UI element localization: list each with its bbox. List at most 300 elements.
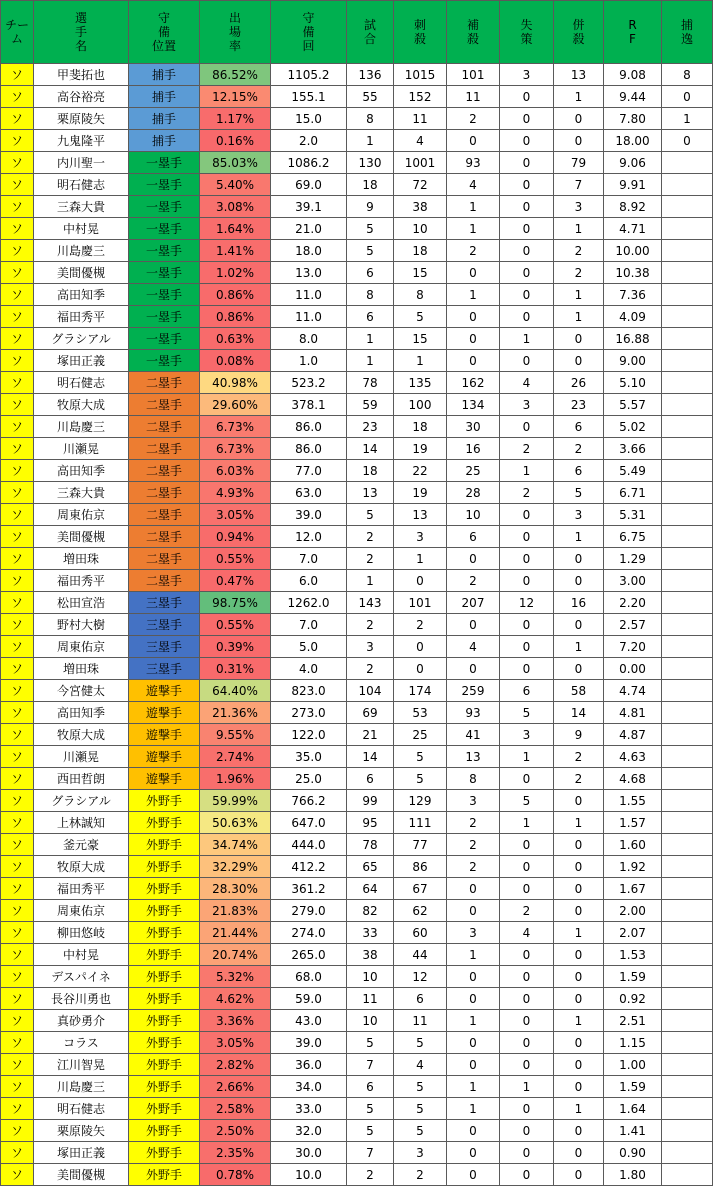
- team-cell: ソ: [1, 570, 34, 592]
- games-cell: 5: [347, 1032, 394, 1054]
- games-cell: 5: [347, 1098, 394, 1120]
- passed-balls-cell: [662, 350, 713, 372]
- player-name-cell: 川島慶三: [34, 1076, 129, 1098]
- assists-cell: 101: [447, 64, 500, 86]
- range-factor-cell: 7.20: [604, 636, 662, 658]
- range-factor-cell: 9.00: [604, 350, 662, 372]
- team-cell: ソ: [1, 350, 34, 372]
- putouts-cell: 18: [394, 416, 447, 438]
- double-plays-cell: 14: [554, 702, 604, 724]
- games-cell: 6: [347, 1076, 394, 1098]
- player-name-cell: 塚田正義: [34, 350, 129, 372]
- player-name-cell: 周東佑京: [34, 504, 129, 526]
- games-cell: 14: [347, 746, 394, 768]
- errors-cell: 0: [500, 988, 554, 1010]
- errors-cell: 2: [500, 900, 554, 922]
- innings-cell: 25.0: [271, 768, 347, 790]
- innings-cell: 2.0: [271, 130, 347, 152]
- player-name-cell: 今宮健太: [34, 680, 129, 702]
- player-name-cell: 増田珠: [34, 548, 129, 570]
- position-cell: 二塁手: [129, 482, 200, 504]
- player-name-cell: 甲斐拓也: [34, 64, 129, 86]
- player-name-cell: 牧原大成: [34, 856, 129, 878]
- team-cell: ソ: [1, 878, 34, 900]
- innings-cell: 122.0: [271, 724, 347, 746]
- putouts-cell: 1: [394, 548, 447, 570]
- range-factor-cell: 3.66: [604, 438, 662, 460]
- errors-cell: 0: [500, 196, 554, 218]
- innings-cell: 823.0: [271, 680, 347, 702]
- double-plays-cell: 0: [554, 1054, 604, 1076]
- double-plays-cell: 3: [554, 196, 604, 218]
- table-row: [1, 526, 713, 548]
- position-cell: 外野手: [129, 1142, 200, 1164]
- player-name-cell: 美間優槻: [34, 1164, 129, 1186]
- innings-cell: 155.1: [271, 86, 347, 108]
- appearance-rate-cell: 85.03%: [200, 152, 271, 174]
- position-cell: 二塁手: [129, 526, 200, 548]
- errors-cell: 0: [500, 1142, 554, 1164]
- errors-cell: 0: [500, 306, 554, 328]
- player-name-cell: 江川智晃: [34, 1054, 129, 1076]
- passed-balls-cell: [662, 152, 713, 174]
- player-name-cell: 野村大樹: [34, 614, 129, 636]
- appearance-rate-cell: 0.94%: [200, 526, 271, 548]
- errors-cell: 0: [500, 878, 554, 900]
- table-row: [1, 328, 713, 350]
- player-name-cell: 明石健志: [34, 372, 129, 394]
- team-cell: ソ: [1, 394, 34, 416]
- double-plays-cell: 0: [554, 328, 604, 350]
- games-cell: 99: [347, 790, 394, 812]
- table-row: [1, 218, 713, 240]
- passed-balls-cell: [662, 218, 713, 240]
- assists-cell: 2: [447, 812, 500, 834]
- team-cell: ソ: [1, 658, 34, 680]
- position-cell: 遊撃手: [129, 746, 200, 768]
- assists-cell: 8: [447, 768, 500, 790]
- games-cell: 9: [347, 196, 394, 218]
- position-cell: 二塁手: [129, 460, 200, 482]
- table-row: [1, 768, 713, 790]
- range-factor-cell: 0.90: [604, 1142, 662, 1164]
- games-cell: 8: [347, 284, 394, 306]
- position-cell: 外野手: [129, 966, 200, 988]
- double-plays-cell: 1: [554, 86, 604, 108]
- table-row: [1, 1164, 713, 1186]
- player-name-cell: 西田哲朗: [34, 768, 129, 790]
- errors-cell: 1: [500, 328, 554, 350]
- errors-cell: 0: [500, 1120, 554, 1142]
- passed-balls-cell: [662, 504, 713, 526]
- table-row: [1, 174, 713, 196]
- table-row: [1, 86, 713, 108]
- innings-cell: 39.0: [271, 1032, 347, 1054]
- errors-cell: 0: [500, 856, 554, 878]
- range-factor-cell: 1.60: [604, 834, 662, 856]
- table-row: [1, 1142, 713, 1164]
- games-cell: 7: [347, 1054, 394, 1076]
- player-name-cell: グラシアル: [34, 790, 129, 812]
- games-cell: 104: [347, 680, 394, 702]
- player-name-cell: 高谷裕亮: [34, 86, 129, 108]
- errors-cell: 3: [500, 724, 554, 746]
- team-cell: ソ: [1, 746, 34, 768]
- passed-balls-cell: [662, 636, 713, 658]
- table-row: [1, 746, 713, 768]
- table-row: [1, 922, 713, 944]
- position-cell: 外野手: [129, 790, 200, 812]
- player-name-cell: コラス: [34, 1032, 129, 1054]
- errors-cell: 0: [500, 86, 554, 108]
- range-factor-cell: 9.44: [604, 86, 662, 108]
- games-cell: 6: [347, 306, 394, 328]
- innings-cell: 35.0: [271, 746, 347, 768]
- double-plays-cell: 1: [554, 218, 604, 240]
- range-factor-cell: 2.20: [604, 592, 662, 614]
- player-name-cell: 川島慶三: [34, 240, 129, 262]
- header-errors: 失 策: [500, 1, 554, 64]
- passed-balls-cell: [662, 1098, 713, 1120]
- innings-cell: 7.0: [271, 614, 347, 636]
- putouts-cell: 86: [394, 856, 447, 878]
- double-plays-cell: 7: [554, 174, 604, 196]
- appearance-rate-cell: 28.30%: [200, 878, 271, 900]
- innings-cell: 5.0: [271, 636, 347, 658]
- innings-cell: 32.0: [271, 1120, 347, 1142]
- team-cell: ソ: [1, 416, 34, 438]
- assists-cell: 0: [447, 1142, 500, 1164]
- position-cell: 二塁手: [129, 416, 200, 438]
- putouts-cell: 1015: [394, 64, 447, 86]
- assists-cell: 0: [447, 1054, 500, 1076]
- appearance-rate-cell: 9.55%: [200, 724, 271, 746]
- innings-cell: 273.0: [271, 702, 347, 724]
- appearance-rate-cell: 3.36%: [200, 1010, 271, 1032]
- games-cell: 13: [347, 482, 394, 504]
- appearance-rate-cell: 2.35%: [200, 1142, 271, 1164]
- double-plays-cell: 1: [554, 1010, 604, 1032]
- team-cell: ソ: [1, 636, 34, 658]
- range-factor-cell: 6.75: [604, 526, 662, 548]
- team-cell: ソ: [1, 482, 34, 504]
- appearance-rate-cell: 59.99%: [200, 790, 271, 812]
- games-cell: 14: [347, 438, 394, 460]
- assists-cell: 0: [447, 988, 500, 1010]
- innings-cell: 523.2: [271, 372, 347, 394]
- innings-cell: 8.0: [271, 328, 347, 350]
- passed-balls-cell: [662, 460, 713, 482]
- errors-cell: 1: [500, 460, 554, 482]
- assists-cell: 2: [447, 570, 500, 592]
- passed-balls-cell: [662, 966, 713, 988]
- assists-cell: 0: [447, 1032, 500, 1054]
- appearance-rate-cell: 3.05%: [200, 1032, 271, 1054]
- range-factor-cell: 4.71: [604, 218, 662, 240]
- assists-cell: 4: [447, 636, 500, 658]
- errors-cell: 0: [500, 262, 554, 284]
- table-row: [1, 834, 713, 856]
- passed-balls-cell: [662, 746, 713, 768]
- range-factor-cell: 1.15: [604, 1032, 662, 1054]
- putouts-cell: 129: [394, 790, 447, 812]
- passed-balls-cell: [662, 1076, 713, 1098]
- appearance-rate-cell: 64.40%: [200, 680, 271, 702]
- games-cell: 1: [347, 130, 394, 152]
- table-row: [1, 152, 713, 174]
- innings-cell: 59.0: [271, 988, 347, 1010]
- errors-cell: 0: [500, 658, 554, 680]
- putouts-cell: 5: [394, 768, 447, 790]
- innings-cell: 1262.0: [271, 592, 347, 614]
- putouts-cell: 10: [394, 218, 447, 240]
- innings-cell: 15.0: [271, 108, 347, 130]
- games-cell: 23: [347, 416, 394, 438]
- team-cell: ソ: [1, 1164, 34, 1186]
- double-plays-cell: 0: [554, 944, 604, 966]
- table-row: [1, 856, 713, 878]
- passed-balls-cell: [662, 570, 713, 592]
- appearance-rate-cell: 32.29%: [200, 856, 271, 878]
- player-name-cell: 明石健志: [34, 1098, 129, 1120]
- games-cell: 143: [347, 592, 394, 614]
- assists-cell: 1: [447, 284, 500, 306]
- errors-cell: 2: [500, 438, 554, 460]
- innings-cell: 13.0: [271, 262, 347, 284]
- innings-cell: 77.0: [271, 460, 347, 482]
- passed-balls-cell: [662, 174, 713, 196]
- passed-balls-cell: [662, 790, 713, 812]
- team-cell: ソ: [1, 262, 34, 284]
- innings-cell: 39.0: [271, 504, 347, 526]
- table-row: [1, 1032, 713, 1054]
- games-cell: 64: [347, 878, 394, 900]
- team-cell: ソ: [1, 328, 34, 350]
- putouts-cell: 8: [394, 284, 447, 306]
- passed-balls-cell: [662, 1164, 713, 1186]
- header-assists: 補 殺: [447, 1, 500, 64]
- player-name-cell: 中村晃: [34, 218, 129, 240]
- player-name-cell: 長谷川勇也: [34, 988, 129, 1010]
- passed-balls-cell: [662, 680, 713, 702]
- team-cell: ソ: [1, 108, 34, 130]
- double-plays-cell: 0: [554, 108, 604, 130]
- assists-cell: 4: [447, 174, 500, 196]
- player-name-cell: 美間優槻: [34, 526, 129, 548]
- appearance-rate-cell: 0.86%: [200, 284, 271, 306]
- range-factor-cell: 9.06: [604, 152, 662, 174]
- errors-cell: 5: [500, 790, 554, 812]
- passed-balls-cell: [662, 372, 713, 394]
- passed-balls-cell: [662, 614, 713, 636]
- table-row: [1, 394, 713, 416]
- putouts-cell: 15: [394, 262, 447, 284]
- team-cell: ソ: [1, 548, 34, 570]
- range-factor-cell: 1.00: [604, 1054, 662, 1076]
- errors-cell: 0: [500, 108, 554, 130]
- table-row: [1, 372, 713, 394]
- double-plays-cell: 1: [554, 526, 604, 548]
- appearance-rate-cell: 50.63%: [200, 812, 271, 834]
- innings-cell: 265.0: [271, 944, 347, 966]
- games-cell: 136: [347, 64, 394, 86]
- innings-cell: 43.0: [271, 1010, 347, 1032]
- innings-cell: 39.1: [271, 196, 347, 218]
- putouts-cell: 12: [394, 966, 447, 988]
- team-cell: ソ: [1, 834, 34, 856]
- team-cell: ソ: [1, 1098, 34, 1120]
- table-row: [1, 482, 713, 504]
- appearance-rate-cell: 3.05%: [200, 504, 271, 526]
- table-row: [1, 724, 713, 746]
- appearance-rate-cell: 2.82%: [200, 1054, 271, 1076]
- appearance-rate-cell: 6.73%: [200, 438, 271, 460]
- errors-cell: 0: [500, 284, 554, 306]
- games-cell: 2: [347, 1164, 394, 1186]
- appearance-rate-cell: 6.73%: [200, 416, 271, 438]
- player-name-cell: 川瀬晃: [34, 746, 129, 768]
- player-name-cell: 栗原陵矢: [34, 1120, 129, 1142]
- innings-cell: 378.1: [271, 394, 347, 416]
- putouts-cell: 13: [394, 504, 447, 526]
- putouts-cell: 5: [394, 1076, 447, 1098]
- double-plays-cell: 79: [554, 152, 604, 174]
- team-cell: ソ: [1, 284, 34, 306]
- range-factor-cell: 1.92: [604, 856, 662, 878]
- innings-cell: 7.0: [271, 548, 347, 570]
- putouts-cell: 1001: [394, 152, 447, 174]
- range-factor-cell: 5.31: [604, 504, 662, 526]
- range-factor-cell: 5.02: [604, 416, 662, 438]
- passed-balls-cell: [662, 1054, 713, 1076]
- games-cell: 2: [347, 526, 394, 548]
- appearance-rate-cell: 98.75%: [200, 592, 271, 614]
- innings-cell: 279.0: [271, 900, 347, 922]
- assists-cell: 1: [447, 1076, 500, 1098]
- position-cell: 二塁手: [129, 504, 200, 526]
- range-factor-cell: 3.00: [604, 570, 662, 592]
- double-plays-cell: 0: [554, 658, 604, 680]
- putouts-cell: 11: [394, 1010, 447, 1032]
- putouts-cell: 100: [394, 394, 447, 416]
- games-cell: 5: [347, 1120, 394, 1142]
- range-factor-cell: 4.81: [604, 702, 662, 724]
- errors-cell: 0: [500, 240, 554, 262]
- games-cell: 21: [347, 724, 394, 746]
- position-cell: 外野手: [129, 1164, 200, 1186]
- errors-cell: 0: [500, 350, 554, 372]
- team-cell: ソ: [1, 702, 34, 724]
- position-cell: 二塁手: [129, 548, 200, 570]
- team-cell: ソ: [1, 724, 34, 746]
- header-putouts: 刺 殺: [394, 1, 447, 64]
- range-factor-cell: 5.49: [604, 460, 662, 482]
- innings-cell: 18.0: [271, 240, 347, 262]
- putouts-cell: 67: [394, 878, 447, 900]
- range-factor-cell: 4.74: [604, 680, 662, 702]
- appearance-rate-cell: 34.74%: [200, 834, 271, 856]
- appearance-rate-cell: 1.41%: [200, 240, 271, 262]
- header-team: チー ム: [1, 1, 34, 64]
- table-row: [1, 790, 713, 812]
- passed-balls-cell: [662, 702, 713, 724]
- team-cell: ソ: [1, 592, 34, 614]
- errors-cell: 0: [500, 768, 554, 790]
- games-cell: 130: [347, 152, 394, 174]
- innings-cell: 86.0: [271, 438, 347, 460]
- position-cell: 外野手: [129, 922, 200, 944]
- games-cell: 38: [347, 944, 394, 966]
- range-factor-cell: 9.08: [604, 64, 662, 86]
- team-cell: ソ: [1, 174, 34, 196]
- errors-cell: 0: [500, 152, 554, 174]
- table-row: [1, 878, 713, 900]
- position-cell: 一塁手: [129, 284, 200, 306]
- games-cell: 78: [347, 834, 394, 856]
- assists-cell: 0: [447, 306, 500, 328]
- player-name-cell: 内川聖一: [34, 152, 129, 174]
- errors-cell: 0: [500, 614, 554, 636]
- double-plays-cell: 3: [554, 504, 604, 526]
- team-cell: ソ: [1, 526, 34, 548]
- player-name-cell: 明石健志: [34, 174, 129, 196]
- appearance-rate-cell: 0.55%: [200, 548, 271, 570]
- range-factor-cell: 1.59: [604, 1076, 662, 1098]
- appearance-rate-cell: 1.64%: [200, 218, 271, 240]
- appearance-rate-cell: 1.02%: [200, 262, 271, 284]
- passed-balls-cell: [662, 1010, 713, 1032]
- appearance-rate-cell: 0.16%: [200, 130, 271, 152]
- errors-cell: 2: [500, 482, 554, 504]
- position-cell: 一塁手: [129, 262, 200, 284]
- errors-cell: 0: [500, 966, 554, 988]
- table-row: [1, 1076, 713, 1098]
- player-name-cell: 福田秀平: [34, 570, 129, 592]
- innings-cell: 63.0: [271, 482, 347, 504]
- assists-cell: 0: [447, 658, 500, 680]
- range-factor-cell: 7.80: [604, 108, 662, 130]
- games-cell: 78: [347, 372, 394, 394]
- assists-cell: 13: [447, 746, 500, 768]
- double-plays-cell: 1: [554, 922, 604, 944]
- innings-cell: 12.0: [271, 526, 347, 548]
- double-plays-cell: 0: [554, 1032, 604, 1054]
- table-row: [1, 1098, 713, 1120]
- range-factor-cell: 8.92: [604, 196, 662, 218]
- errors-cell: 4: [500, 922, 554, 944]
- table-row: [1, 350, 713, 372]
- appearance-rate-cell: 21.44%: [200, 922, 271, 944]
- putouts-cell: 19: [394, 438, 447, 460]
- assists-cell: 1: [447, 944, 500, 966]
- double-plays-cell: 0: [554, 900, 604, 922]
- position-cell: 一塁手: [129, 240, 200, 262]
- table-body: [1, 64, 713, 1186]
- errors-cell: 0: [500, 130, 554, 152]
- team-cell: ソ: [1, 1076, 34, 1098]
- errors-cell: 1: [500, 746, 554, 768]
- position-cell: 外野手: [129, 1098, 200, 1120]
- double-plays-cell: 0: [554, 570, 604, 592]
- putouts-cell: 5: [394, 1120, 447, 1142]
- innings-cell: 412.2: [271, 856, 347, 878]
- team-cell: ソ: [1, 504, 34, 526]
- errors-cell: 0: [500, 174, 554, 196]
- assists-cell: 6: [447, 526, 500, 548]
- range-factor-cell: 7.36: [604, 284, 662, 306]
- table-row: [1, 306, 713, 328]
- range-factor-cell: 4.87: [604, 724, 662, 746]
